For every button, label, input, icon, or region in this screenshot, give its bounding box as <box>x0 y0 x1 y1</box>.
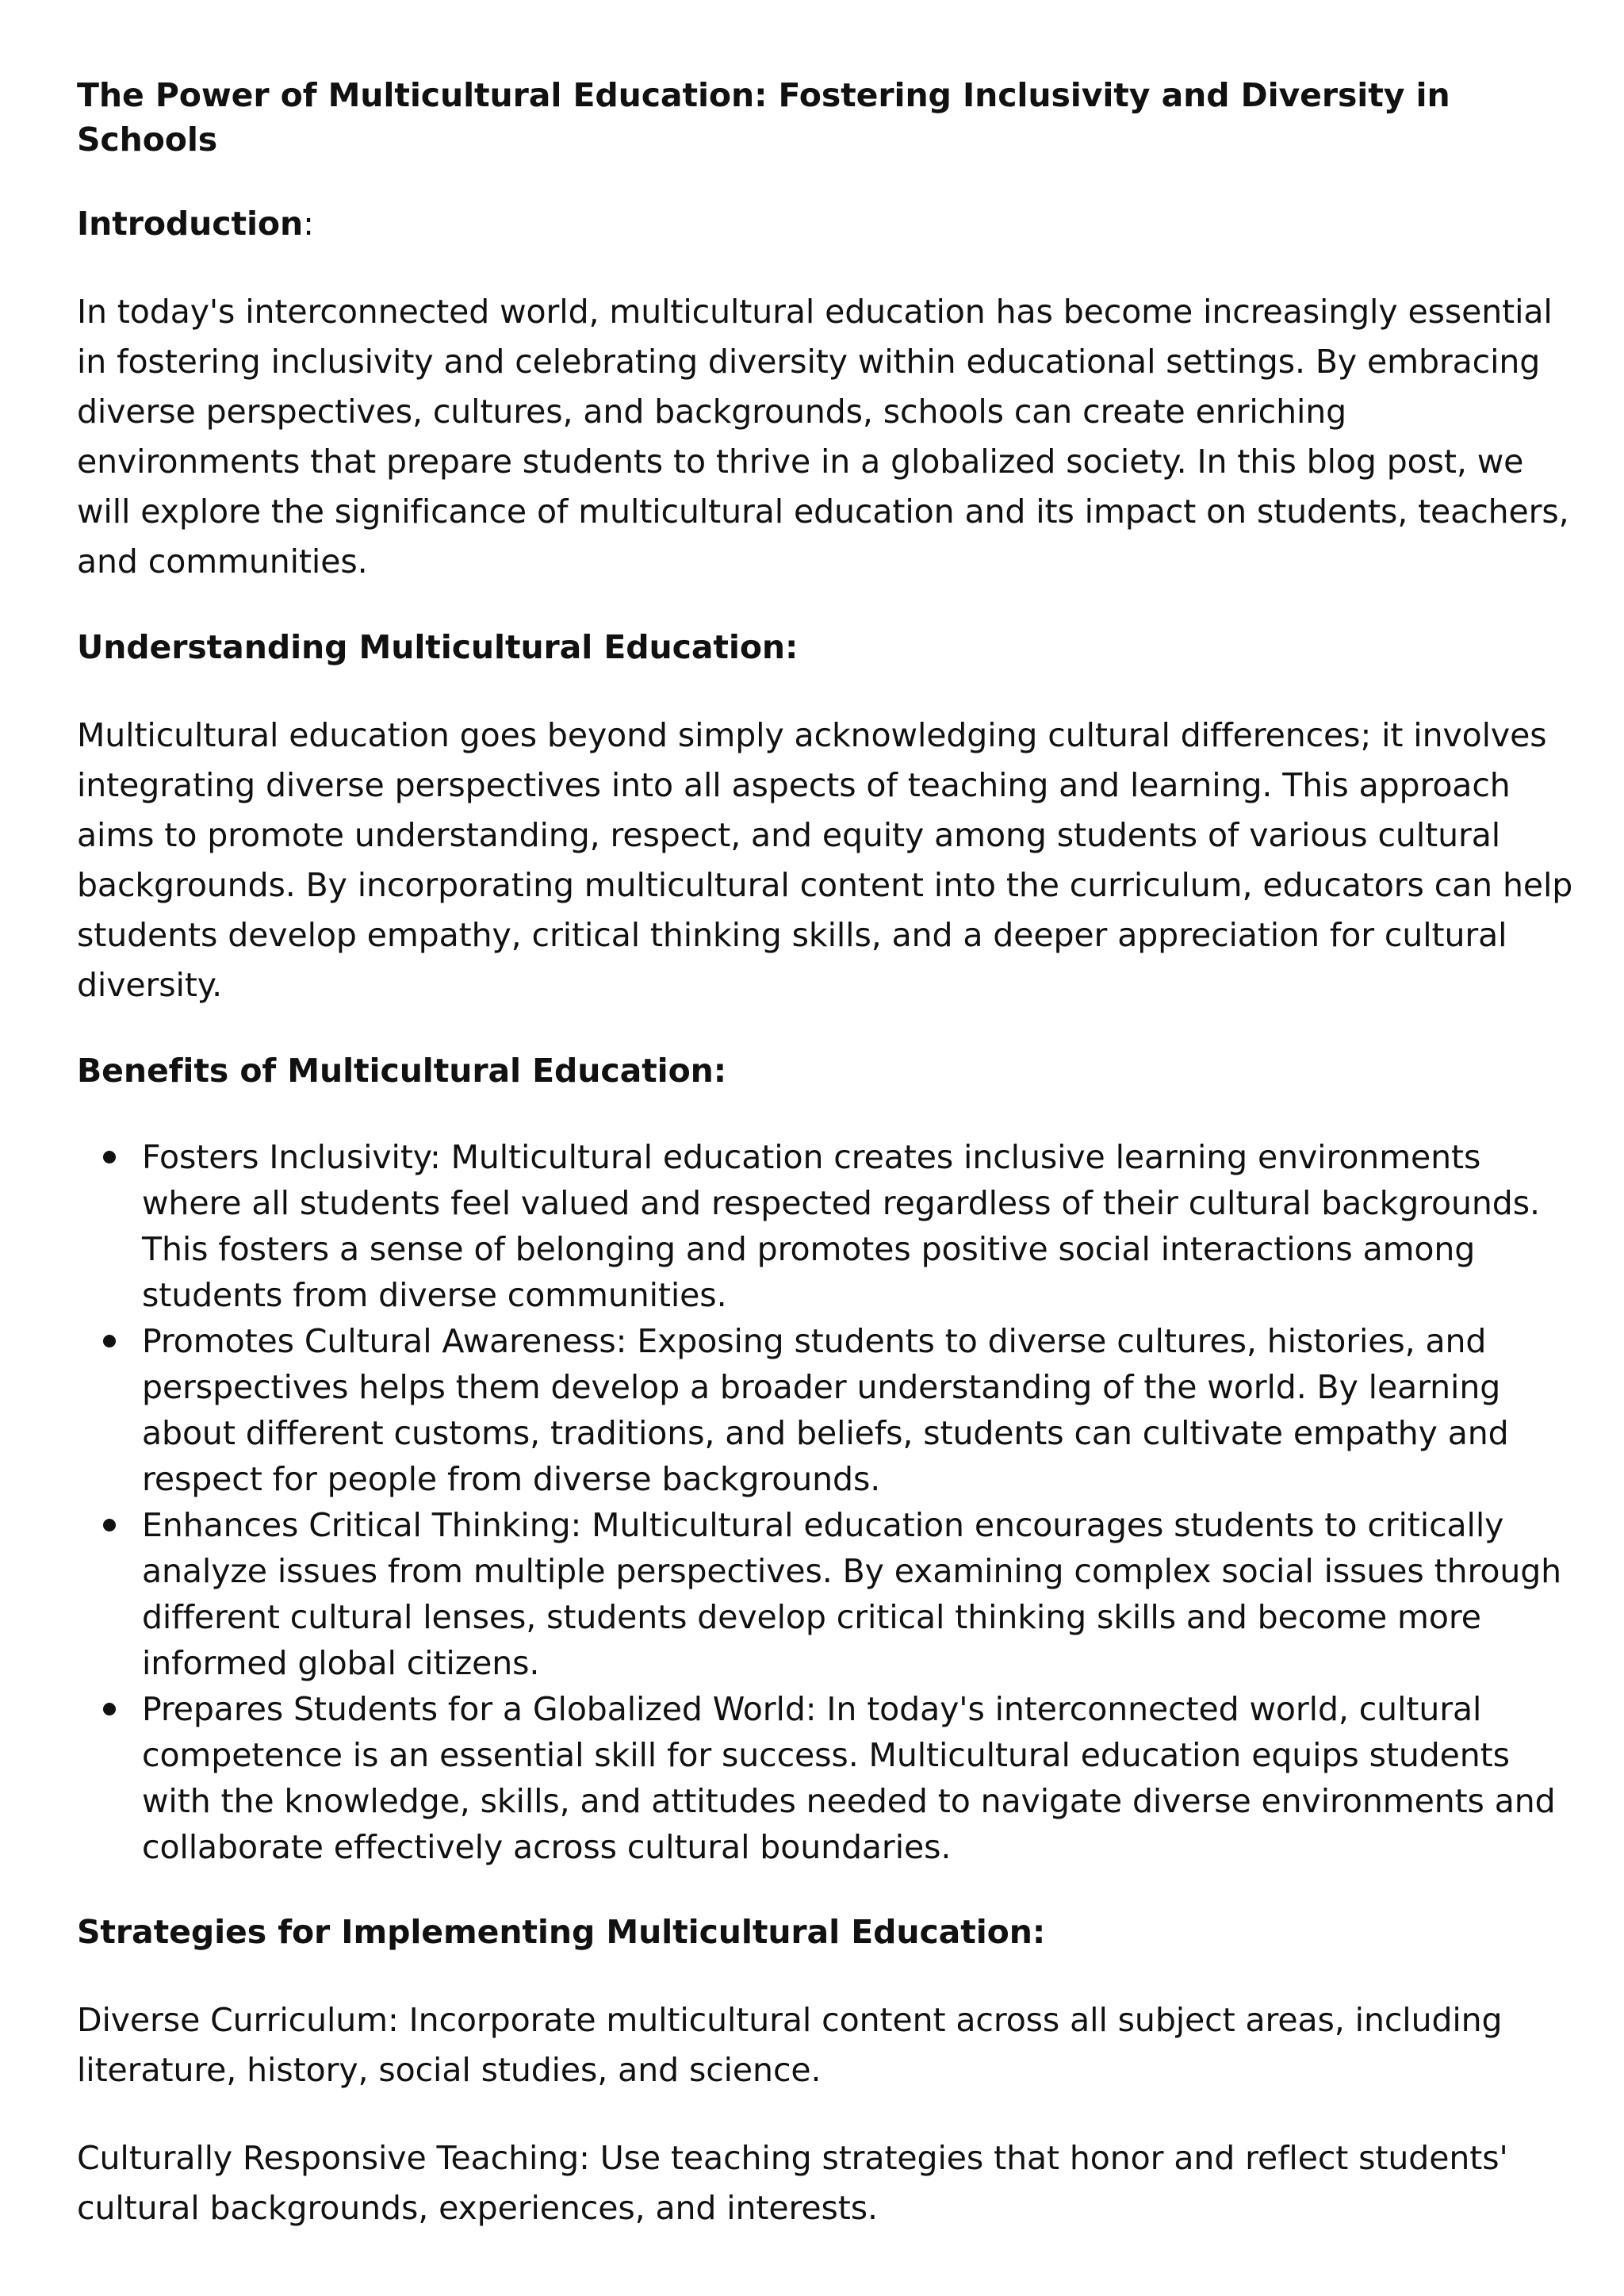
strategy-culturally-responsive-teaching: Culturally Responsive Teaching: Use teaching strategies that honor and reflect students' cultural backgrounds, experiences, and interests. <box>77 2139 1508 2227</box>
document-content <box>77 73 1576 2233</box>
benefit-item-fosters-inclusivity <box>77 1134 1576 1318</box>
spacer <box>77 1870 1576 1910</box>
spacer <box>77 246 1576 287</box>
document-title: The Power of Multicultural Education: Fostering Inclusivity and Diversity in Schools <box>77 76 1450 159</box>
spacer <box>77 162 1576 201</box>
spacer <box>77 1954 1576 1995</box>
strategies-heading: Strategies for Implementing Multicultural Education: <box>77 1913 1046 1951</box>
benefit-item-critical-thinking <box>77 1502 1576 1686</box>
understanding-paragraph: Multicultural education goes beyond simply acknowledging cultural differences; it involves integrating diverse perspectives into all aspects of teaching and learning. This approach aims to promote understanding, respect, and equity among students of various cultural backgrounds. By incorporating multicultural content into the curriculum, educators can help students develop empathy, critical thinking skills, and a deeper appreciation for cultural diversity. <box>77 716 1573 1004</box>
benefit-item-text: Promotes Cultural Awareness: Exposing students to diverse cultures, histories, and perspectives helps them develop a broader understanding of the world. By learning about different customs, traditions, and beliefs, students can cultivate empathy and respect for people from diverse backgrounds. <box>142 1322 1509 1498</box>
introduction-paragraph: In today's interconnected world, multicultural education has become increasingly essential in fostering inclusivity and celebrating diversity within educational settings. By embracing diverse perspectives, cultures, and backgrounds, schools can create enriching environments that prepare students to thrive in a globalized society. In this blog post, we will explore the significance of multicultural education and its impact on students, teachers, and communities. <box>77 293 1569 581</box>
bullet-icon <box>103 1151 116 1163</box>
spacer <box>77 587 1576 625</box>
bullet-icon <box>103 1335 116 1347</box>
spacer <box>77 1093 1576 1134</box>
strategy-diverse-curriculum: Diverse Curriculum: Incorporate multicultural content across all subject areas, including literature, history, social studies, and science. <box>77 2001 1503 2089</box>
spacer <box>77 1010 1576 1048</box>
benefit-item-text: Fosters Inclusivity: Multicultural education creates inclusive learning environments where all students feel valued and respected regardless of their cultural backgrounds. This fosters a sense of belonging and promotes positive social interactions among students from diverse communities. <box>142 1138 1540 1314</box>
bullet-icon <box>103 1703 116 1715</box>
benefit-item-globalized-world <box>77 1686 1576 1870</box>
benefit-item-text: Prepares Students for a Globalized World: In today's interconnected world, cultural competence is an essential skill for success. Multicultural education equips students with the knowledge, skills, and attitudes needed to navigate diverse environments and collaborate effectively across cultural boundaries. <box>142 1690 1556 1866</box>
benefits-heading: Benefits of Multicultural Education: <box>77 1052 727 1090</box>
introduction-heading <box>77 201 1576 246</box>
benefits-list <box>77 1134 1576 1870</box>
spacer <box>77 669 1576 711</box>
spacer <box>77 2095 1576 2133</box>
bullet-icon <box>103 1519 116 1531</box>
introduction-heading-text: Introduction <box>77 205 304 243</box>
benefit-item-text: Enhances Critical Thinking: Multicultural education encourages students to critically analyze issues from multiple perspectives. By examining complex social issues through different cultural lenses, students develop critical thinking skills and become more informed global citizens. <box>142 1506 1562 1682</box>
understanding-heading: Understanding Multicultural Education: <box>77 628 799 666</box>
benefit-item-cultural-awareness <box>77 1318 1576 1502</box>
introduction-heading-colon: : <box>303 205 314 243</box>
